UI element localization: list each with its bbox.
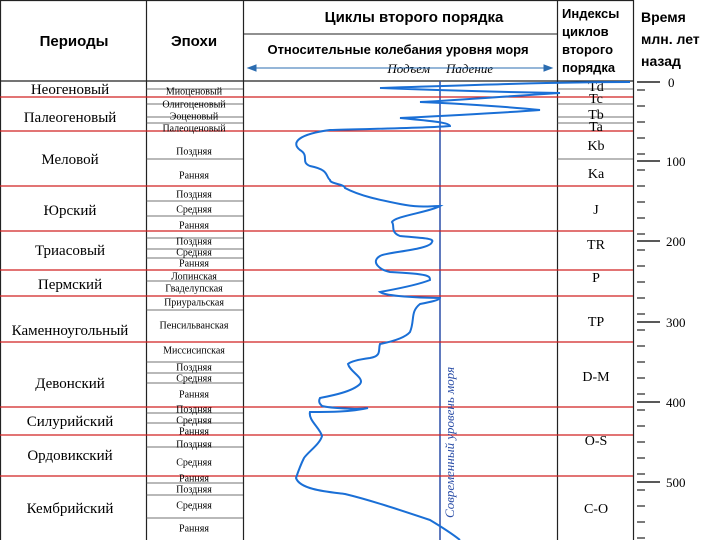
time-tick-label: 0 [668, 75, 675, 90]
time-tick-label: 100 [666, 154, 686, 169]
indices-header-line2: циклов [562, 24, 609, 39]
cycle-index-label: TR [587, 238, 605, 253]
periods-header: Периоды [39, 33, 109, 50]
epoch-label: Средняя [176, 373, 212, 385]
time-header-line2: млн. лет [641, 31, 700, 47]
epoch-label: Олигоценовый [162, 99, 226, 111]
epoch-label: Средняя [176, 247, 212, 259]
epoch-label: Ранняя [179, 170, 209, 182]
epoch-label: Пенсильванская [159, 320, 229, 332]
epoch-label: Ранняя [179, 389, 209, 401]
epoch-label: Ранняя [179, 523, 209, 535]
epoch-label: Поздняя [176, 484, 212, 496]
cycle-index-label: C-O [583, 502, 609, 517]
period-label: Юрский [43, 203, 97, 219]
period-label: Кембрийский [26, 501, 114, 517]
cycle-index-label: Ta [589, 120, 603, 135]
epoch-label: Приуральская [164, 297, 224, 309]
epoch-label: Лопинская [171, 271, 217, 283]
epoch-label: Средняя [176, 457, 212, 469]
period-label: Меловой [41, 152, 99, 168]
period-label: Неогеновый [30, 82, 110, 98]
cycle-index-label: Kb [587, 139, 605, 154]
cycle-index-label: Td [588, 80, 604, 95]
epochs-header: Эпохи [170, 33, 218, 50]
epoch-label: Ранняя [179, 473, 209, 485]
cycle-index-label: TP [587, 315, 605, 330]
modern-sea-level-label: Современный уровень моря [442, 366, 457, 518]
period-label: Силурийский [26, 414, 114, 430]
indices-header-line4: порядка [562, 60, 616, 75]
indices-header-line3: второго [562, 42, 614, 57]
epoch-label: Миссисипская [163, 345, 225, 357]
epoch-label: Поздняя [176, 236, 212, 248]
epoch-label: Миоценовый [165, 86, 223, 98]
epoch-label: Поздняя [176, 189, 212, 201]
period-label: Каменноугольный [11, 323, 129, 339]
epoch-label: Поздняя [176, 146, 212, 158]
indices-header-line1: Индексы [562, 6, 620, 21]
cycle-index-label: Tb [588, 108, 604, 123]
period-label: Девонский [35, 376, 105, 392]
epoch-label: Средняя [176, 415, 212, 427]
cycle-index-label: D-M [582, 370, 610, 385]
cycles-title: Циклы второго порядка [324, 9, 504, 26]
cycle-index-label: O-S [584, 434, 608, 449]
time-tick-label: 200 [666, 234, 686, 249]
sea-level-curve [296, 82, 630, 540]
epoch-label: Средняя [176, 204, 212, 216]
epoch-label: Эоценовый [169, 111, 219, 123]
epoch-label: Ранняя [179, 426, 209, 438]
period-label: Палеогеновый [23, 110, 117, 126]
period-label: Ордовикский [27, 448, 113, 464]
epoch-label: Средняя [176, 500, 212, 512]
epoch-label: Ранняя [179, 258, 209, 270]
time-tick-label: 400 [666, 395, 686, 410]
cycle-index-label: J [593, 203, 599, 218]
epoch-label: Гваделупская [165, 283, 223, 295]
epoch-label: Поздняя [176, 404, 212, 416]
time-header-line3: назад [641, 53, 681, 69]
period-label: Пермский [37, 277, 103, 293]
epoch-label: Ранняя [179, 220, 209, 232]
epoch-label: Поздняя [176, 362, 212, 374]
time-tick-label: 500 [666, 475, 686, 490]
cycle-index-label: P [592, 271, 600, 286]
period-label: Триасовый [34, 243, 106, 259]
time-tick-label: 300 [666, 315, 686, 330]
epoch-label: Палеоценовый [162, 123, 226, 135]
cycles-subtitle: Относительные колебания уровня моря [267, 42, 529, 57]
epoch-label: Поздняя [176, 439, 212, 451]
time-header-line1: Время [641, 9, 686, 25]
cycle-index-label: Ka [587, 167, 605, 182]
fall-label: Падение [446, 61, 494, 76]
cycle-index-label: Tc [589, 92, 603, 107]
rise-label: Подъем [387, 61, 430, 76]
